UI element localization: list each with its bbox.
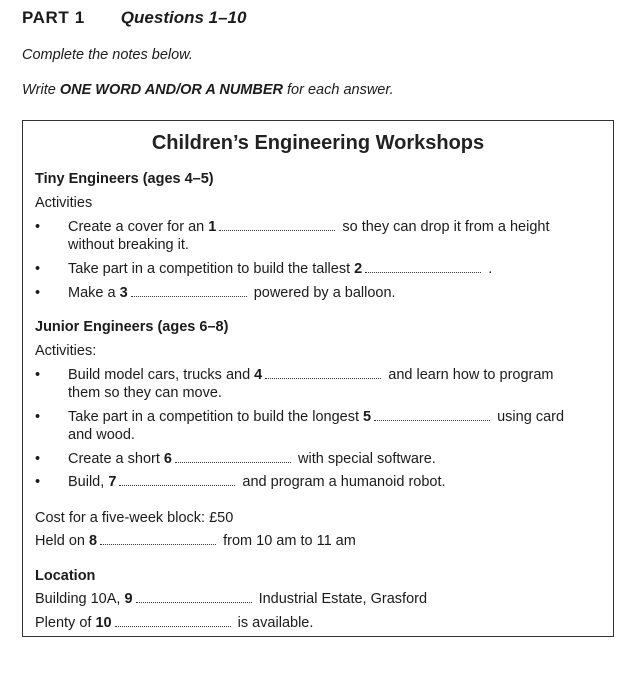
list-item: • Build, 7 and program a humanoid robot.: [35, 474, 446, 490]
question-number: 2: [354, 261, 363, 277]
building-line: Building 10A, 9 Industrial Estate, Grasford: [35, 591, 428, 607]
plenty-line: Plenty of 10 is available.: [35, 615, 314, 631]
bullet-icon: •: [35, 219, 41, 235]
location-heading: Location: [35, 568, 96, 584]
list-item: • Build model cars, trucks and 4 and learn how to program them so they can move.: [35, 367, 554, 401]
list-item: • Create a short 6 with special software.: [35, 451, 436, 467]
list-item: • Take part in a competition to build the longest 5 using card and wood.: [35, 409, 565, 443]
word-limit-emphasis: ONE WORD AND/OR A NUMBER: [59, 82, 283, 98]
answer-blank[interactable]: [219, 219, 335, 231]
answer-blank[interactable]: [119, 474, 235, 486]
answer-blank[interactable]: [100, 533, 216, 545]
bullet-icon: •: [35, 367, 41, 383]
tiny-activities-label: Activities: [35, 195, 93, 211]
questions-range: Questions 1–10: [120, 8, 247, 27]
answer-blank[interactable]: [115, 615, 231, 627]
question-number: 9: [124, 591, 133, 607]
question-number: 4: [254, 367, 263, 383]
question-number: 1: [208, 219, 217, 235]
question-number: 7: [108, 474, 117, 490]
tiny-engineers-heading: Tiny Engineers (ages 4–5): [35, 171, 214, 187]
answer-blank[interactable]: [136, 591, 252, 603]
notes-box: [22, 120, 614, 637]
question-number: 6: [163, 451, 172, 467]
list-item: • Take part in a competition to build the tallest 2 .: [35, 261, 493, 277]
question-number: 8: [89, 533, 98, 549]
question-number: 3: [119, 285, 128, 301]
answer-blank[interactable]: [265, 367, 381, 379]
cost-line: Cost for a five-week block: £50: [35, 510, 234, 526]
bullet-icon: •: [35, 451, 41, 467]
bullet-icon: •: [35, 409, 41, 425]
answer-blank[interactable]: [374, 409, 490, 421]
junior-engineers-heading: Junior Engineers (ages 6–8): [35, 319, 229, 335]
instruction-word-limit: Write ONE WORD AND/OR A NUMBER for each answer.: [22, 82, 394, 98]
notes-title: Children’s Engineering Workshops: [151, 132, 485, 154]
question-number: 10: [95, 615, 112, 631]
question-number: 5: [363, 409, 372, 425]
part-header: [22, 8, 246, 28]
list-item: • Create a cover for an 1 so they can drop it from a height without breaking it.: [35, 219, 550, 253]
answer-blank[interactable]: [175, 451, 291, 463]
part-label: PART 1: [22, 8, 85, 27]
answer-blank[interactable]: [365, 261, 481, 273]
bullet-icon: •: [35, 474, 41, 490]
bullet-icon: •: [35, 261, 41, 277]
list-item: • Make a 3 powered by a balloon.: [35, 285, 396, 301]
answer-blank[interactable]: [131, 285, 247, 297]
junior-activities-label: Activities:: [35, 343, 97, 359]
bullet-icon: •: [35, 285, 41, 301]
instruction-complete-notes: Complete the notes below.: [22, 47, 193, 63]
held-line: Held on 8 from 10 am to 11 am: [35, 533, 356, 549]
